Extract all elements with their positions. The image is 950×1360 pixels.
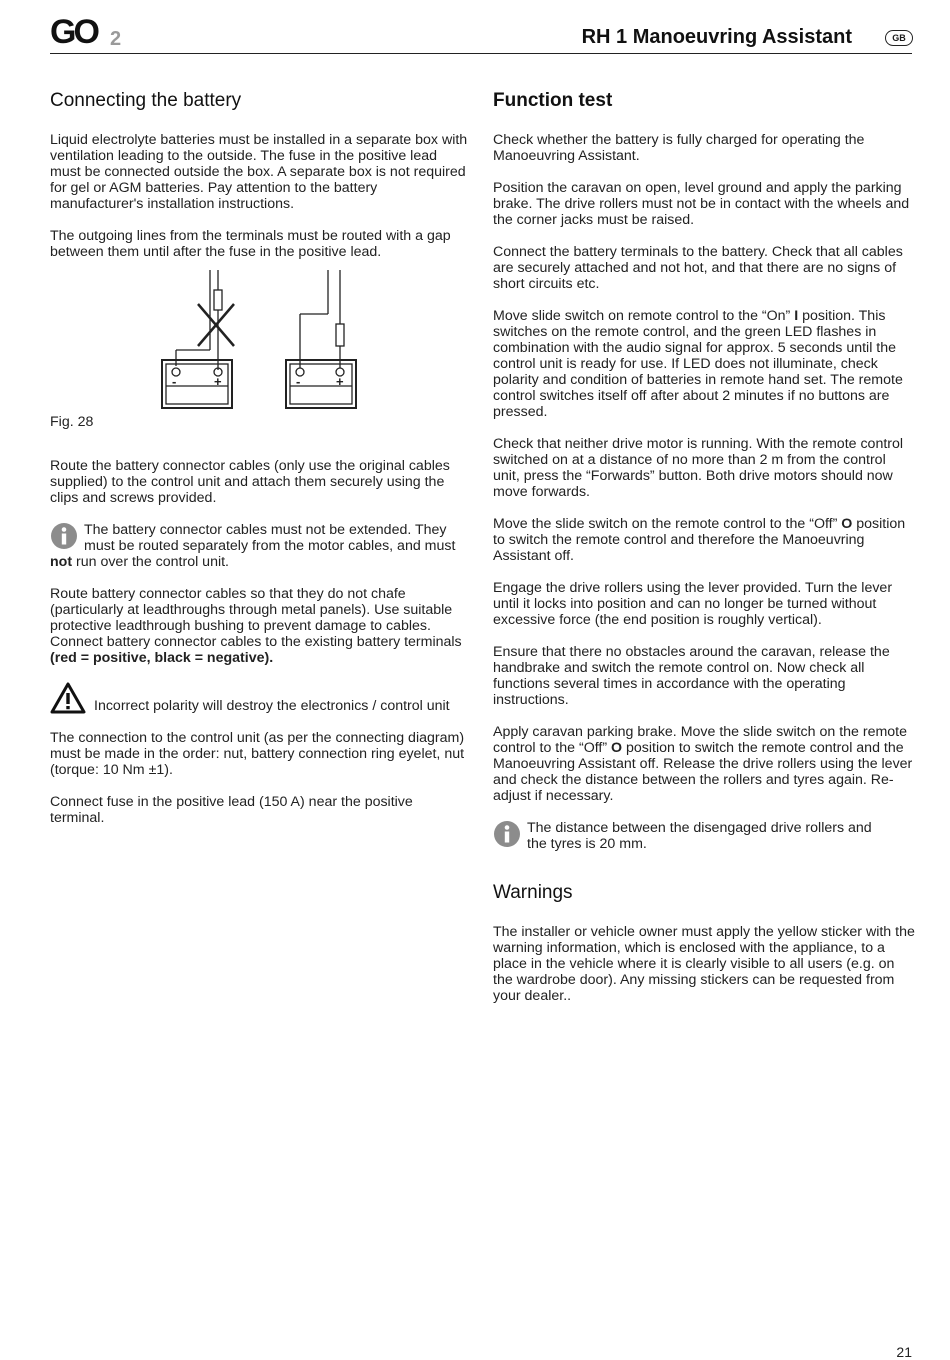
brand-logo bbox=[50, 12, 130, 48]
paragraph-text-end: position to switch the remote control and the Manoeuvring Assistant off. Release the drive rollers using the lever and check the distance between the rollers and tyres again. Re-adjust if necessary. bbox=[493, 740, 913, 804]
info-icon bbox=[50, 522, 78, 550]
paragraph-text: Move the slide switch on the remote control to the “Off” bbox=[493, 516, 842, 532]
note-text: The distance between the disengaged drive rollers and the tyres is 20 mm. bbox=[527, 820, 872, 852]
paragraph: The installer or vehicle owner must apply the yellow sticker with the warning information, which is enclosed with the appliance, to a place in the vehicle where it is clearly visible to all users (e.g. on the wardrobe door). Any missing stickers can be requested from your dealer.. bbox=[493, 924, 915, 1004]
warning-note bbox=[50, 682, 470, 714]
paragraph-text-end: position to switch the remote control and therefore the Manoeuvring Assistant off. bbox=[493, 516, 906, 564]
info-note bbox=[493, 820, 915, 852]
warning-text: Incorrect polarity will destroy the electronics / control unit bbox=[94, 698, 450, 714]
svg-text:GO: GO bbox=[50, 13, 97, 48]
figure-caption: Fig. 28 bbox=[50, 414, 94, 430]
svg-text:2: 2 bbox=[110, 28, 122, 48]
info-note bbox=[50, 522, 470, 570]
paragraph bbox=[50, 586, 470, 666]
paragraph bbox=[493, 516, 915, 564]
battery-wiring-diagram bbox=[150, 270, 480, 415]
info-icon bbox=[493, 820, 521, 848]
paragraph: Engage the drive rollers using the lever provided. Turn the lever until it locks into position and can no longer be turned without excessive force (the end position is roughly vertical). bbox=[493, 580, 893, 628]
paragraph: Liquid electrolyte batteries must be installed in a separate box with ventilation leading to the outside. The fuse in the positive lead must be connected outside the box. A separate box is not required for gel or AGM batteries. Pay attention to the battery manufacturer's installation instructions. bbox=[50, 132, 468, 212]
language-badge: GB bbox=[885, 30, 913, 46]
page-number: 21 bbox=[896, 1344, 912, 1360]
paragraph: Check whether the battery is fully charged for operating the Manoeuvring Assistant. bbox=[493, 132, 865, 164]
note-emphasis: not bbox=[50, 554, 73, 570]
header-rule bbox=[50, 53, 912, 54]
note-text: The battery connector cables must not be extended. They must be routed separately from the motor cables, and must bbox=[84, 522, 456, 554]
switch-on-symbol: I bbox=[794, 308, 799, 324]
left-column bbox=[50, 90, 470, 842]
paragraph-text: Move slide switch on remote control to the “On” bbox=[493, 308, 795, 324]
polarity-emphasis: (red = positive, black = negative). bbox=[50, 650, 274, 666]
switch-off-symbol: O bbox=[841, 516, 853, 532]
switch-off-symbol: O bbox=[611, 740, 623, 756]
paragraph-text: Apply caravan parking brake. Move the slide switch on the remote control to the “Off” bbox=[493, 724, 908, 756]
paragraph bbox=[493, 308, 915, 420]
paragraph: Position the caravan on open, level ground and apply the parking brake. The drive rollers must not be in contact with the wheels and the corner jacks must be raised. bbox=[493, 180, 910, 228]
right-column bbox=[493, 90, 915, 1020]
paragraph: The connection to the control unit (as per the connecting diagram) must be made in the order: nut, battery connection ring eyelet, nut (torque: 10 Nm ±1). bbox=[50, 730, 465, 778]
section-heading-connecting-battery: Connecting the battery bbox=[50, 90, 242, 111]
paragraph: Connect fuse in the positive lead (150 A) near the positive terminal. bbox=[50, 794, 413, 826]
manual-title: RH 1 Manoeuvring Assistant bbox=[581, 26, 852, 48]
paragraph: Route the battery connector cables (only use the original cables supplied) to the control unit and attach them securely using the clips and screws provided. bbox=[50, 458, 450, 506]
paragraph bbox=[493, 724, 915, 804]
svg-text:-: - bbox=[172, 374, 177, 389]
figure-28 bbox=[50, 276, 470, 430]
paragraph: Connect the battery terminals to the battery. Check that all cables are securely attached and not hot, and that there are no signs of short circuits etc. bbox=[493, 244, 903, 292]
svg-text:+: + bbox=[336, 374, 344, 389]
paragraph: Check that neither drive motor is running. With the remote control switched on at a distance of no more than 2 m from the control unit, press the “Forwards” button. Both drive motors should now move forwards. bbox=[493, 436, 904, 500]
warning-triangle-icon bbox=[50, 682, 86, 714]
paragraph-text: Route battery connector cables so that they do not chafe (particularly at leadthroughs through metal panels). Use suitable protective leadthrough bushing to prevent damage to cables. Connect battery connector cables to the existing battery terminals bbox=[50, 586, 462, 650]
svg-text:-: - bbox=[296, 374, 301, 389]
paragraph-text-end: position. This switches on the remote control, and the green LED flashes in combination with the audio signal for approx. 5 seconds until the control unit is ready for use. If LED does not illuminate, check polarity and condition of batteries in remote hand set. The remote control switches itself off after about 2 minutes if no buttons are pressed. bbox=[493, 308, 903, 420]
paragraph: Ensure that there no obstacles around the caravan, release the handbrake and switch the remote control on. Now check all functions several times in accordance with the operating instructions. bbox=[493, 644, 890, 708]
section-heading-warnings: Warnings bbox=[493, 882, 573, 903]
svg-text:+: + bbox=[214, 374, 222, 389]
paragraph: The outgoing lines from the terminals must be routed with a gap between them until after the fuse in the positive lead. bbox=[50, 228, 451, 260]
note-text-end: run over the control unit. bbox=[72, 554, 229, 570]
section-heading-function-test: Function test bbox=[493, 90, 613, 111]
